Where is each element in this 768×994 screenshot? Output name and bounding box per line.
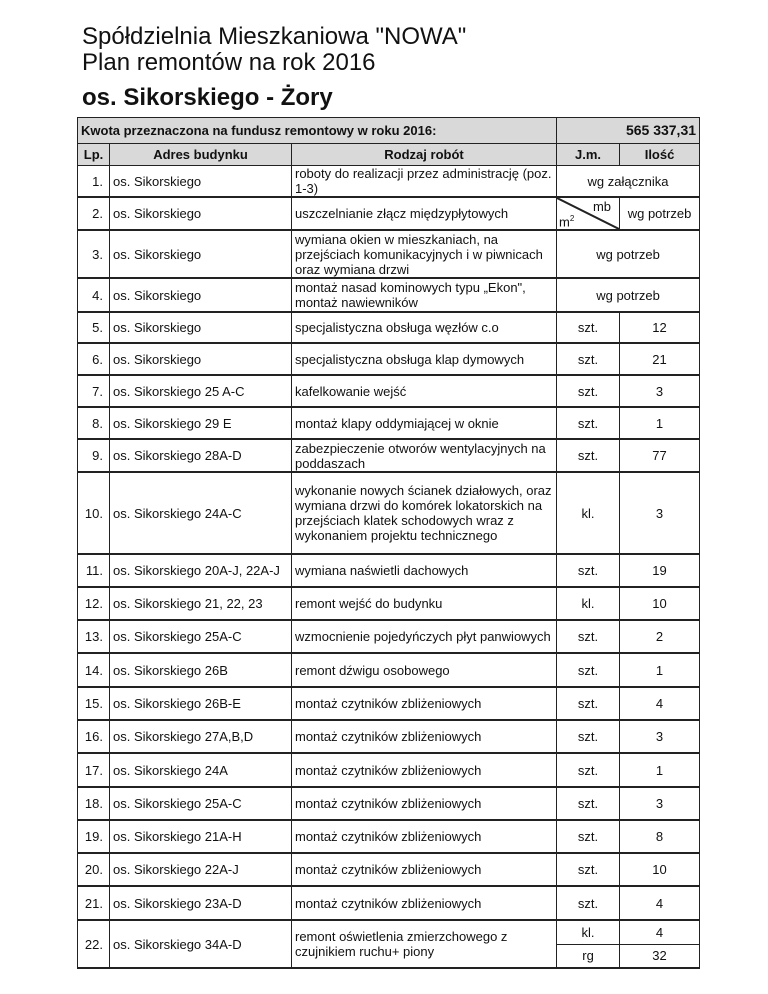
row-unit: szt. <box>557 820 620 853</box>
table-row <box>78 587 700 620</box>
unit-m: m <box>559 214 570 229</box>
row-address: os. Sikorskiego <box>110 343 292 375</box>
row-work: montaż nasad kominowych typu „Ekon", montaż nawiewników <box>292 278 557 312</box>
row-work: montaż klapy oddymiającej w oknie <box>292 407 557 439</box>
row-lp: 21. <box>78 886 110 920</box>
unit-m2 <box>559 211 574 229</box>
row-address: os. Sikorskiego <box>110 166 292 198</box>
row-lp: 16. <box>78 720 110 753</box>
row-address: os. Sikorskiego 25 A-C <box>110 375 292 407</box>
row-lp: 11. <box>78 554 110 587</box>
fund-label: Kwota przeznaczona na fundusz remontowy w roku 2016: <box>78 118 557 144</box>
row-work: remont wejść do budynku <box>292 587 557 620</box>
row-lp: 22. <box>78 920 110 968</box>
row-work: montaż czytników zbliżeniowych <box>292 753 557 787</box>
row-unit: kl. <box>557 472 620 554</box>
row-lp: 9. <box>78 439 110 472</box>
row-address: os. Sikorskiego 25A-C <box>110 620 292 653</box>
row-address: os. Sikorskiego 34A-D <box>110 920 292 968</box>
table-row <box>78 407 700 439</box>
row-address: os. Sikorskiego 25A-C <box>110 787 292 820</box>
row-unit-diagonal <box>557 197 620 230</box>
row-work: specjalistyczna obsługa węzłów c.o <box>292 312 557 343</box>
org-name: Spółdzielnia Mieszkaniowa "NOWA" <box>82 23 467 50</box>
row-qty: 1 <box>620 753 700 787</box>
row-work: montaż czytników zbliżeniowych <box>292 820 557 853</box>
row-unit-qty: wg potrzeb <box>557 278 700 312</box>
unit-mb: mb <box>592 199 612 214</box>
row-qty: 12 <box>620 312 700 343</box>
row-work: wzmocnienie pojedyńczych płyt panwiowych <box>292 620 557 653</box>
row-address: os. Sikorskiego 29 E <box>110 407 292 439</box>
row-work: montaż czytników zbliżeniowych <box>292 787 557 820</box>
row-work: montaż czytników zbliżeniowych <box>292 886 557 920</box>
row-lp: 19. <box>78 820 110 853</box>
table-row <box>78 886 700 920</box>
row-lp: 1. <box>78 166 110 198</box>
row-address: os. Sikorskiego <box>110 312 292 343</box>
col-header-unit: J.m. <box>557 144 620 166</box>
row-unit: szt. <box>557 554 620 587</box>
table-row <box>78 720 700 753</box>
row-unit: kl. <box>557 587 620 620</box>
table-row <box>78 197 700 230</box>
row-lp: 17. <box>78 753 110 787</box>
row-address: os. Sikorskiego 20A-J, 22A-J <box>110 554 292 587</box>
row-lp: 7. <box>78 375 110 407</box>
row-lp: 8. <box>78 407 110 439</box>
row-unit: szt. <box>557 753 620 787</box>
table-row <box>78 166 700 198</box>
row-unit: szt. <box>557 407 620 439</box>
table-row <box>78 278 700 312</box>
fund-row <box>78 118 700 144</box>
row-work: remont oświetlenia zmierzchowego z czujnikiem ruchu+ piony <box>292 920 557 968</box>
row-lp: 12. <box>78 587 110 620</box>
row-address: os. Sikorskiego 21, 22, 23 <box>110 587 292 620</box>
table-row <box>78 230 700 278</box>
row-qty: 1 <box>620 407 700 439</box>
row-qty: 1 <box>620 653 700 687</box>
row-work: montaż czytników zbliżeniowych <box>292 687 557 720</box>
fund-value: 565 337,31 <box>557 118 700 144</box>
row-address: os. Sikorskiego 23A-D <box>110 886 292 920</box>
row-work: roboty do realizacji przez administrację (poz. 1-3) <box>292 166 557 198</box>
row-work: remont dźwigu osobowego <box>292 653 557 687</box>
row-work: wymiana naświetli dachowych <box>292 554 557 587</box>
row-qty: 3 <box>620 472 700 554</box>
row-qty-2: 32 <box>620 944 700 968</box>
table-row <box>78 554 700 587</box>
row-qty: 21 <box>620 343 700 375</box>
row-work: montaż czytników zbliżeniowych <box>292 853 557 886</box>
row-unit: szt. <box>557 343 620 375</box>
row-work: specjalistyczna obsługa klap dymowych <box>292 343 557 375</box>
table-row <box>78 920 700 944</box>
row-lp: 5. <box>78 312 110 343</box>
row-unit: szt. <box>557 653 620 687</box>
table-row <box>78 787 700 820</box>
row-unit-2: rg <box>557 944 620 968</box>
row-work: zabezpieczenie otworów wentylacyjnych na poddaszach <box>292 439 557 472</box>
row-unit: kl. <box>557 920 620 944</box>
plan-title: Plan remontów na rok 2016 <box>82 49 376 76</box>
row-address: os. Sikorskiego <box>110 197 292 230</box>
row-qty: 4 <box>620 687 700 720</box>
table-row <box>78 472 700 554</box>
table-row <box>78 312 700 343</box>
row-address: os. Sikorskiego 24A <box>110 753 292 787</box>
row-address: os. Sikorskiego 22A-J <box>110 853 292 886</box>
row-lp: 2. <box>78 197 110 230</box>
row-unit: szt. <box>557 620 620 653</box>
row-qty: 2 <box>620 620 700 653</box>
row-unit: szt. <box>557 439 620 472</box>
row-work: wykonanie nowych ścianek działowych, oraz wymiana drzwi do komórek lokatorskich na przejściach klatek schodowych wraz z wykonaniem projektu technicznego <box>292 472 557 554</box>
table-row <box>78 853 700 886</box>
table-row <box>78 820 700 853</box>
table-row <box>78 620 700 653</box>
row-lp: 14. <box>78 653 110 687</box>
table-row <box>78 653 700 687</box>
col-header-lp: Lp. <box>78 144 110 166</box>
row-work: kafelkowanie wejść <box>292 375 557 407</box>
row-lp: 6. <box>78 343 110 375</box>
row-qty: 4 <box>620 886 700 920</box>
row-unit: szt. <box>557 886 620 920</box>
table-row <box>78 343 700 375</box>
row-address: os. Sikorskiego 24A-C <box>110 472 292 554</box>
row-address: os. Sikorskiego <box>110 230 292 278</box>
unit-exponent: 2 <box>569 213 575 223</box>
row-lp: 18. <box>78 787 110 820</box>
row-work: uszczelnianie złącz międzypłytowych <box>292 197 557 230</box>
table-row <box>78 439 700 472</box>
row-qty: wg potrzeb <box>620 197 700 230</box>
row-unit: szt. <box>557 787 620 820</box>
row-qty: 10 <box>620 853 700 886</box>
row-unit: szt. <box>557 375 620 407</box>
row-unit: szt. <box>557 720 620 753</box>
estate-title: os. Sikorskiego - Żory <box>82 84 333 111</box>
row-qty: 3 <box>620 720 700 753</box>
row-work: wymiana okien w mieszkaniach, na przejściach komunikacyjnych i w piwnicach oraz wymiana drzwi <box>292 230 557 278</box>
row-lp: 15. <box>78 687 110 720</box>
row-address: os. Sikorskiego <box>110 278 292 312</box>
row-unit: szt. <box>557 853 620 886</box>
table-row <box>78 687 700 720</box>
column-header-row <box>78 144 700 166</box>
row-qty: 3 <box>620 375 700 407</box>
row-address: os. Sikorskiego 28A-D <box>110 439 292 472</box>
row-lp: 3. <box>78 230 110 278</box>
row-unit-qty: wg potrzeb <box>557 230 700 278</box>
row-unit: szt. <box>557 687 620 720</box>
row-qty: 77 <box>620 439 700 472</box>
col-header-qty: Ilość <box>620 144 700 166</box>
row-lp: 13. <box>78 620 110 653</box>
row-qty: 10 <box>620 587 700 620</box>
row-lp: 10. <box>78 472 110 554</box>
row-address: os. Sikorskiego 26B <box>110 653 292 687</box>
row-lp: 4. <box>78 278 110 312</box>
row-address: os. Sikorskiego 21A-H <box>110 820 292 853</box>
row-lp: 20. <box>78 853 110 886</box>
row-address: os. Sikorskiego 26B-E <box>110 687 292 720</box>
row-address: os. Sikorskiego 27A,B,D <box>110 720 292 753</box>
row-qty: 3 <box>620 787 700 820</box>
row-qty: 8 <box>620 820 700 853</box>
col-header-address: Adres budynku <box>110 144 292 166</box>
row-unit: szt. <box>557 312 620 343</box>
renovation-plan-table <box>77 117 700 969</box>
col-header-work: Rodzaj robót <box>292 144 557 166</box>
row-qty: 4 <box>620 920 700 944</box>
table-row <box>78 375 700 407</box>
row-qty: 19 <box>620 554 700 587</box>
row-unit-qty: wg załącznika <box>557 166 700 198</box>
row-work: montaż czytników zbliżeniowych <box>292 720 557 753</box>
table-row <box>78 753 700 787</box>
